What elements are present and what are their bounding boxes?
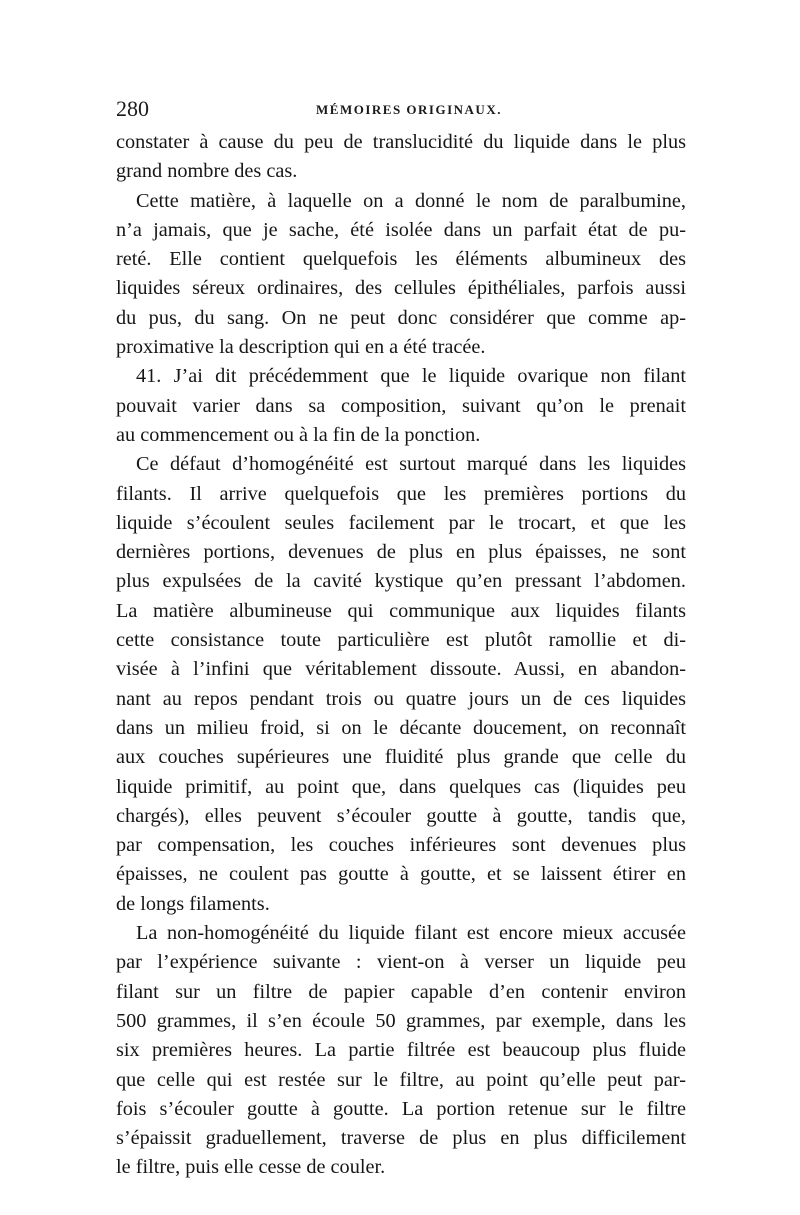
- text-line: Ce défaut d’homogénéité est surtout marqué dans les liquides: [136, 453, 686, 476]
- text-line: dernières portions, devenues de plus en plus épaisses, ne sont: [116, 541, 686, 564]
- page-header: [116, 96, 686, 126]
- text-line: fois s’écouler goutte à goutte. La portion retenue sur le filtre: [116, 1097, 686, 1120]
- text-line: le filtre, puis elle cesse de couler.: [116, 1156, 386, 1179]
- text-line: au commencement ou à la fin de la ponction.: [116, 423, 481, 446]
- text-line: aux couches supérieures une fluidité plus grande que celle du: [116, 746, 686, 769]
- text-line: six premières heures. La partie filtrée est beaucoup plus fluide: [116, 1039, 686, 1062]
- text-line: La non-homogénéité du liquide filant est encore mieux accusée: [136, 922, 686, 945]
- text-line: dans un milieu froid, si on le décante doucement, on reconnaît: [116, 716, 686, 739]
- text-line: pouvait varier dans sa composition, suivant qu’on le prenait: [116, 394, 686, 417]
- text-line: liquide s’écoulent seules facilement par le trocart, et que les: [116, 511, 686, 534]
- text-line: grand nombre des cas.: [116, 160, 298, 183]
- text-line: 41. J’ai dit précédemment que le liquide ovarique non filant: [136, 365, 686, 388]
- text-line: liquide primitif, au point que, dans quelques cas (liquides peu: [116, 775, 686, 798]
- text-line: filant sur un filtre de papier capable d’en contenir environ: [116, 980, 686, 1003]
- text-line: s’épaissit graduellement, traverse de plus en plus difficilement: [116, 1127, 686, 1150]
- page-number: 280: [116, 96, 149, 121]
- text-line: épaisses, ne coulent pas goutte à goutte, et se laissent étirer en: [116, 863, 686, 886]
- text-line: reté. Elle contient quelquefois les éléments albumineux des: [116, 248, 686, 271]
- text-line: proximative la description qui en a été tracée.: [116, 336, 486, 359]
- text-line: filants. Il arrive quelquefois que les premières portions du: [116, 482, 686, 505]
- text-line: cette consistance toute particulière est plutôt ramollie et di-: [116, 629, 686, 652]
- text-line: par l’expérience suivante : vient-on à verser un liquide peu: [116, 951, 686, 974]
- text-line: du pus, du sang. On ne peut donc considérer que comme ap-: [116, 306, 686, 329]
- text-line: nant au repos pendant trois ou quatre jours un de ces liquides: [116, 687, 686, 710]
- text-line: La matière albumineuse qui communique aux liquides filants: [116, 599, 686, 622]
- text-line: plus expulsées de la cavité kystique qu’en pressant l’abdomen.: [116, 570, 686, 593]
- text-line: visée à l’infini que véritablement dissoute. Aussi, en abandon-: [116, 658, 686, 681]
- text-line: chargés), elles peuvent s’écouler goutte à goutte, tandis que,: [116, 804, 686, 827]
- text-line: par compensation, les couches inférieures sont devenues plus: [116, 834, 686, 857]
- text-line: 500 grammes, il s’en écoule 50 grammes, par exemple, dans les: [116, 1009, 686, 1032]
- text-line: liquides séreux ordinaires, des cellules épithéliales, parfois aussi: [116, 277, 686, 300]
- text-line: constater à cause du peu de translucidité du liquide dans le plus: [116, 131, 686, 153]
- running-head: MÉMOIRES ORIGINAUX.: [316, 102, 502, 117]
- text-line: n’a jamais, que je sache, été isolée dans un parfait état de pu-: [116, 218, 686, 241]
- text-line: que celle qui est restée sur le filtre, au point qu’elle peut par-: [116, 1068, 686, 1091]
- text-line: de longs filaments.: [116, 892, 270, 915]
- text-line: Cette matière, à laquelle on a donné le nom de paralbumine,: [136, 189, 686, 212]
- body-text: [116, 128, 686, 1183]
